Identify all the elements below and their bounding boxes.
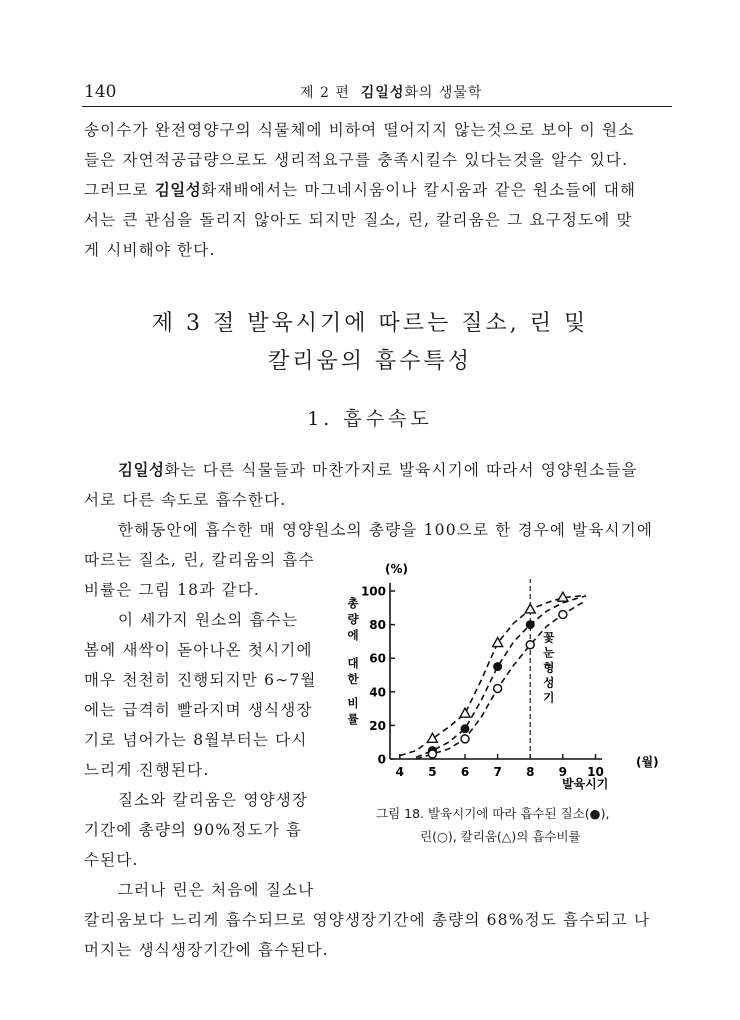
intro-line-5: 게 시비해야 한다.	[84, 241, 216, 259]
figure-caption-line-1: 그림 18. 발육시기에 따라 흡수된 질소(●),	[376, 806, 610, 821]
running-head	[300, 82, 482, 102]
intro-line-3-b: 화재배에서는 마그네시움이나 칼시움과 같은 원소들에 대해	[201, 181, 637, 199]
y-tick-label: 20	[369, 718, 386, 733]
point-phosphorus	[428, 750, 436, 758]
series-line-질소	[416, 596, 586, 757]
p1-line-1	[118, 463, 638, 479]
header-rule	[82, 106, 672, 107]
section-title-line-2: 칼리움의 흡수특성	[267, 349, 472, 374]
intro-line-3	[84, 183, 636, 199]
x-axis-title: 발육시기	[562, 777, 609, 791]
figure-caption-line-2: 린(○), 칼리움(△)의 흡수비률	[420, 829, 581, 844]
x-tick-label: 7	[493, 765, 502, 779]
y-title-char: 에	[347, 628, 359, 642]
p1-line-2: 서로 다른 속도로 흡수한다.	[84, 491, 287, 509]
point-nitrogen	[461, 725, 469, 733]
y-title-char: 비	[347, 696, 359, 710]
vline-label-char: 눈	[543, 645, 555, 660]
p2-line-3: 비률은 그림 18과 같다.	[84, 581, 261, 599]
figure-18-chart	[340, 555, 670, 800]
y-title-char: 량	[347, 612, 359, 626]
p3-line-6: 느리게 진행된다.	[84, 761, 210, 779]
point-potassium	[525, 604, 535, 613]
vline-label-char: 기	[543, 690, 555, 705]
page-number: 140	[84, 82, 117, 102]
subsection-title: 1. 흡수속도	[307, 408, 433, 430]
vline-annotation-label	[542, 630, 555, 704]
y-unit-label: (%)	[385, 562, 408, 576]
p3-line-5: 기로 넘어가는 8월부터는 다시	[84, 731, 308, 749]
intro-line-2: 들은 자연적공급량으로도 생리적요구를 충족시킬수 있다는것을 알수 있다.	[84, 151, 629, 169]
x-unit-label: (월)	[636, 755, 659, 769]
p1-line-1-text: 화는 다른 식물들과 마찬가지로 발육시기에 따라서 영양원소들을	[164, 461, 638, 479]
series-line-린	[416, 601, 586, 759]
running-head-rest: 화의 생물학	[404, 85, 483, 101]
y-title-char: 대	[347, 656, 359, 670]
p3-line-1: 이 세가지 원소의 흡수는	[118, 611, 299, 629]
vline-label-char: 형	[543, 660, 555, 675]
p4-line-1: 질소와 칼리움은 영양생장	[118, 791, 309, 809]
intro-flower-name: 김일성	[154, 181, 202, 199]
p3-line-3: 매우 천천히 진행되지만 6∼7월	[84, 671, 317, 689]
series-line-칼리움	[400, 595, 586, 755]
vline-label-char: 꽃	[543, 630, 555, 645]
point-potassium	[460, 708, 470, 717]
y-title-char: 총	[347, 596, 359, 610]
body-flower-name: 김일성	[118, 461, 165, 479]
y-tick-label: 0	[377, 752, 386, 767]
p5-line-2: 칼리움보다 느리게 흡수되므로 영양생장기간에 총량의 68%정도 흡수되고 나	[84, 911, 651, 929]
y-tick-label: 80	[369, 618, 386, 633]
y-tick-label: 40	[369, 685, 386, 700]
x-tick-label: 9	[558, 765, 568, 779]
p3-line-2: 봄에 새싹이 돋아나온 첫시기에	[84, 641, 313, 659]
y-title-char: 한	[347, 672, 359, 686]
p2-line-1: 한해동안에 흡수한 매 영양원소의 총량을 100으로 한 경우에 발육시기에	[118, 521, 654, 539]
p2-line-2: 따르는 질소, 린, 칼리움의 흡수	[84, 551, 315, 569]
intro-line-1: 송이수가 완전영양구의 식물체에 비하여 떨어지지 않는것으로 보아 이 원소	[84, 121, 635, 139]
point-potassium	[427, 733, 437, 742]
y-tick-label: 60	[369, 651, 386, 666]
point-nitrogen	[494, 663, 502, 671]
point-phosphorus	[559, 611, 567, 619]
x-tick-label: 4	[395, 765, 404, 779]
running-head-flower: 김일성	[360, 85, 405, 101]
p3-line-4: 에는 급격히 빨라지며 생식생장	[84, 701, 313, 719]
p4-line-3: 수된다.	[84, 851, 139, 869]
y-tick-label: 100	[360, 584, 386, 599]
intro-line-3-a: 그러므로	[84, 181, 155, 199]
point-phosphorus	[461, 735, 469, 743]
running-head-part: 제 2 편	[300, 85, 350, 101]
section-title-line-1: 제 3 절 발육시기에 따르는 질소, 린 및	[151, 311, 589, 336]
x-tick-label: 10	[587, 765, 604, 779]
p5-line-3: 머지는 생식생장기간에 흡수된다.	[84, 941, 329, 959]
p5-line-1: 그러나 린은 처음에 질소나	[118, 881, 315, 899]
x-tick-label: 5	[428, 765, 437, 779]
intro-line-4: 서는 큰 관심을 돌리지 않아도 되지만 질소, 린, 칼리움은 그 요구정도에 맞	[84, 211, 633, 229]
x-tick-label: 6	[460, 765, 470, 779]
p4-line-2: 기간에 총량의 90%정도가 흡	[84, 821, 303, 839]
vline-label-char: 성	[543, 675, 555, 690]
y-title-char: 률	[347, 712, 359, 726]
x-tick-label: 8	[526, 765, 535, 779]
point-phosphorus	[526, 641, 534, 649]
point-nitrogen	[526, 621, 534, 629]
y-axis-title	[346, 596, 359, 726]
point-phosphorus	[494, 684, 502, 692]
